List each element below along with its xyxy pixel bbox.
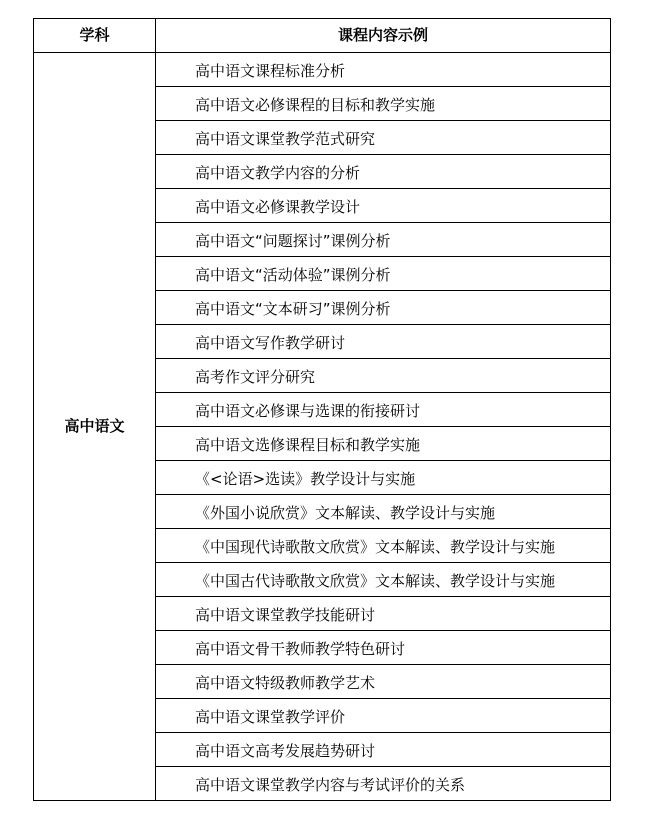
course-item: 高中语文必修课教学设计 <box>156 189 611 223</box>
course-item: 高中语文课堂教学内容与考试评价的关系 <box>156 767 611 801</box>
header-subject: 学科 <box>34 19 156 53</box>
course-item: 高中语文课堂教学评价 <box>156 699 611 733</box>
table-header-row <box>34 19 611 53</box>
course-item: 高中语文选修课程目标和教学实施 <box>156 427 611 461</box>
course-item: 《外国小说欣赏》文本解读、教学设计与实施 <box>156 495 611 529</box>
course-item: 高中语文写作教学研讨 <box>156 325 611 359</box>
course-item: 高中语文教学内容的分析 <box>156 155 611 189</box>
course-item: 高中语文“问题探讨”课例分析 <box>156 223 611 257</box>
course-item: 《中国古代诗歌散文欣赏》文本解读、教学设计与实施 <box>156 563 611 597</box>
course-item: 高中语文必修课与选课的衔接研讨 <box>156 393 611 427</box>
course-item: 高考作文评分研究 <box>156 359 611 393</box>
course-item: 高中语文必修课程的目标和教学实施 <box>156 87 611 121</box>
course-item: 高中语文课程标准分析 <box>156 53 611 87</box>
course-item: 高中语文课堂教学范式研究 <box>156 121 611 155</box>
course-item: 高中语文特级教师教学艺术 <box>156 665 611 699</box>
table-row <box>34 53 611 87</box>
course-item: 高中语文骨干教师教学特色研讨 <box>156 631 611 665</box>
header-course-examples: 课程内容示例 <box>156 19 611 53</box>
subject-cell: 高中语文 <box>34 53 156 801</box>
course-item: 高中语文高考发展趋势研讨 <box>156 733 611 767</box>
course-item: 《中国现代诗歌散文欣赏》文本解读、教学设计与实施 <box>156 529 611 563</box>
table-body <box>34 53 611 801</box>
course-item: 《<论语>选读》教学设计与实施 <box>156 461 611 495</box>
course-table <box>33 18 611 801</box>
course-item: 高中语文“活动体验”课例分析 <box>156 257 611 291</box>
course-item: 高中语文课堂教学技能研讨 <box>156 597 611 631</box>
course-item: 高中语文“文本研习”课例分析 <box>156 291 611 325</box>
